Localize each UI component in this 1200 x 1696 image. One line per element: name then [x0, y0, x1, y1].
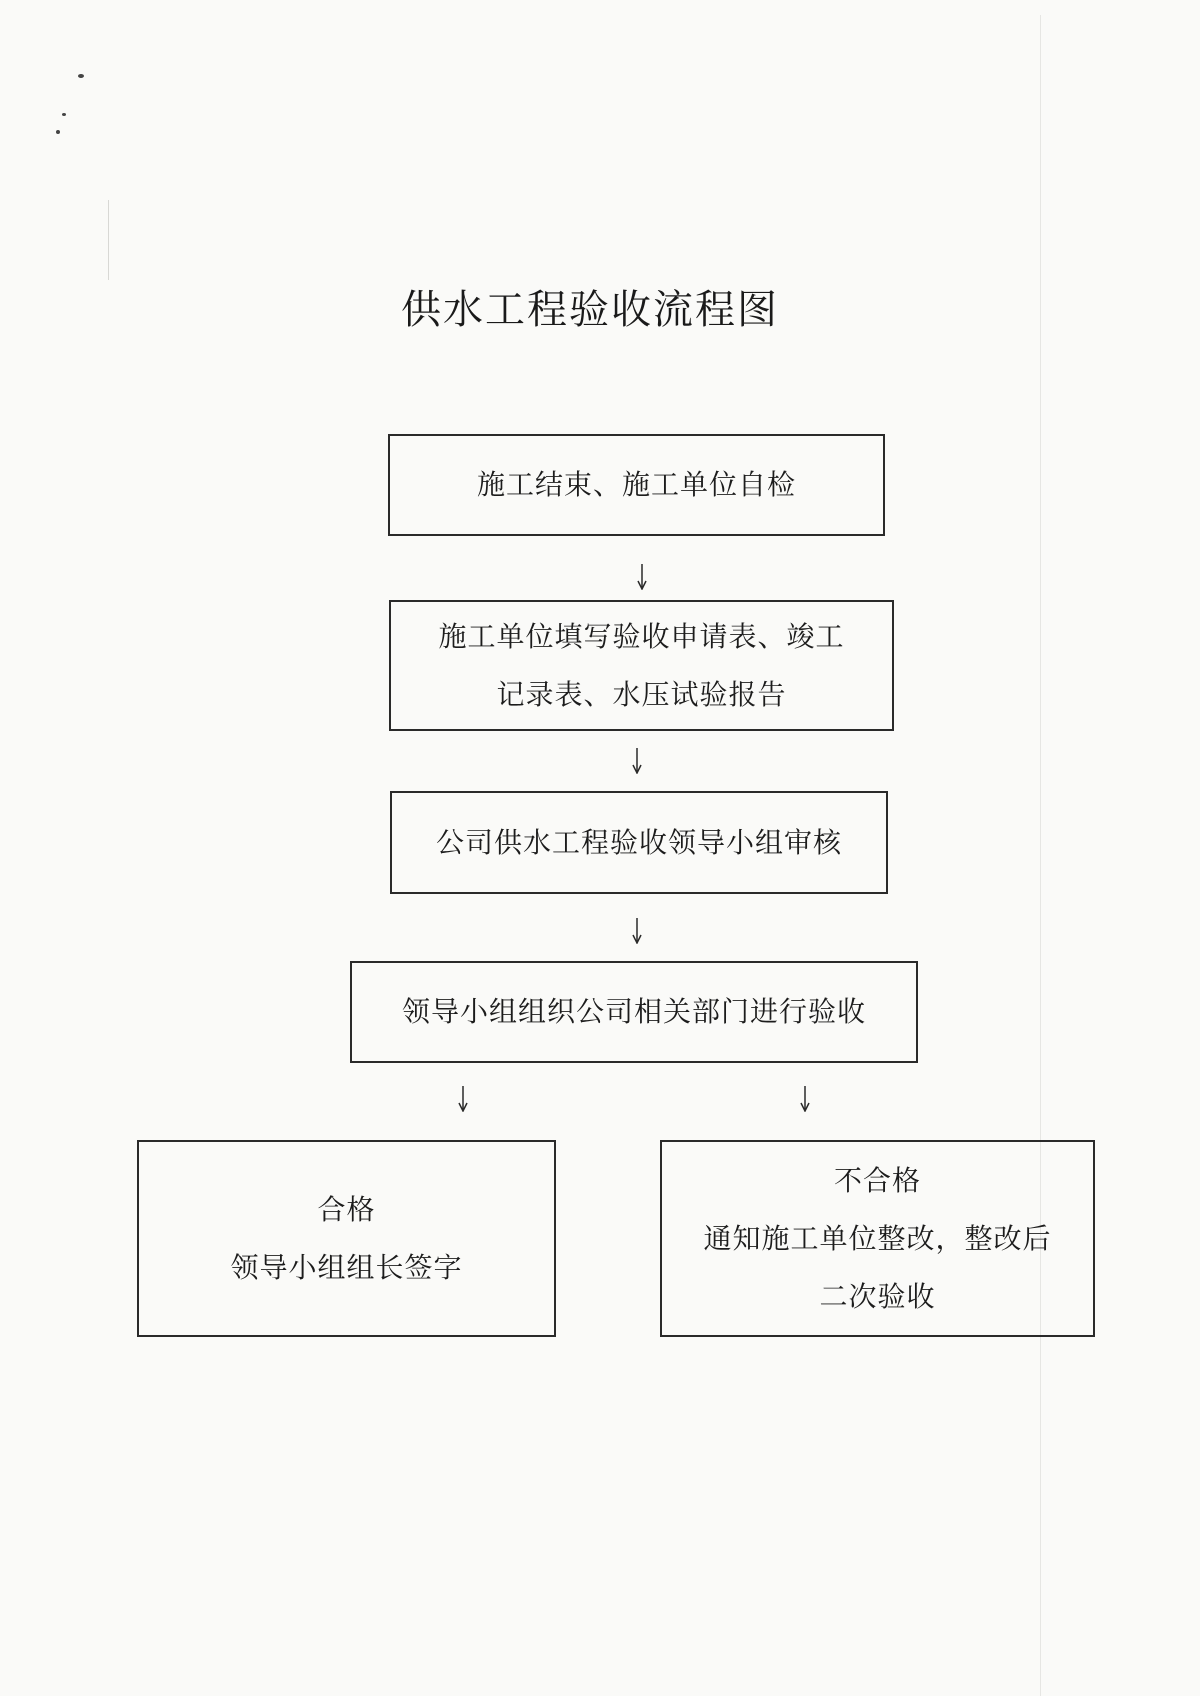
flow-step-label: 领导小组组织公司相关部门进行验收 [401, 995, 866, 1028]
outcome-heading: 合格 [317, 1192, 376, 1226]
flow-outcome-pass [137, 1140, 556, 1337]
down-arrow-icon [637, 564, 647, 590]
down-arrow-icon [458, 1086, 468, 1112]
flow-step-label: 施工结束、施工单位自检 [476, 468, 796, 501]
outcome-detail-line2: 二次验收 [819, 1279, 936, 1313]
outcome-detail-line1: 通知施工单位整改，整改后 [703, 1221, 1052, 1255]
flow-step-label: 公司供水工程验收领导小组审核 [435, 825, 842, 859]
flow-step-leadership-review [390, 791, 888, 894]
scan-edge-line [1040, 15, 1041, 1696]
down-arrow-icon [632, 748, 642, 774]
page-title: 供水工程验收流程图 [401, 287, 779, 333]
down-arrow-icon [632, 918, 642, 944]
flow-step-application-forms [389, 600, 894, 731]
scan-speck [56, 130, 60, 134]
scan-artifact-mark [100, 200, 109, 280]
flow-step-self-inspection [388, 434, 885, 536]
down-arrow-icon [800, 1086, 810, 1112]
flow-step-label-line1: 施工单位填写验收申请表、竣工 [438, 619, 845, 653]
flow-step-department-acceptance [350, 961, 918, 1063]
scan-speck [78, 74, 84, 78]
outcome-heading: 不合格 [833, 1163, 921, 1197]
flow-step-label-line2: 记录表、水压试验报告 [496, 677, 787, 711]
flow-outcome-fail [660, 1140, 1095, 1337]
outcome-detail: 领导小组组长签字 [230, 1250, 463, 1284]
scan-speck [62, 113, 66, 116]
